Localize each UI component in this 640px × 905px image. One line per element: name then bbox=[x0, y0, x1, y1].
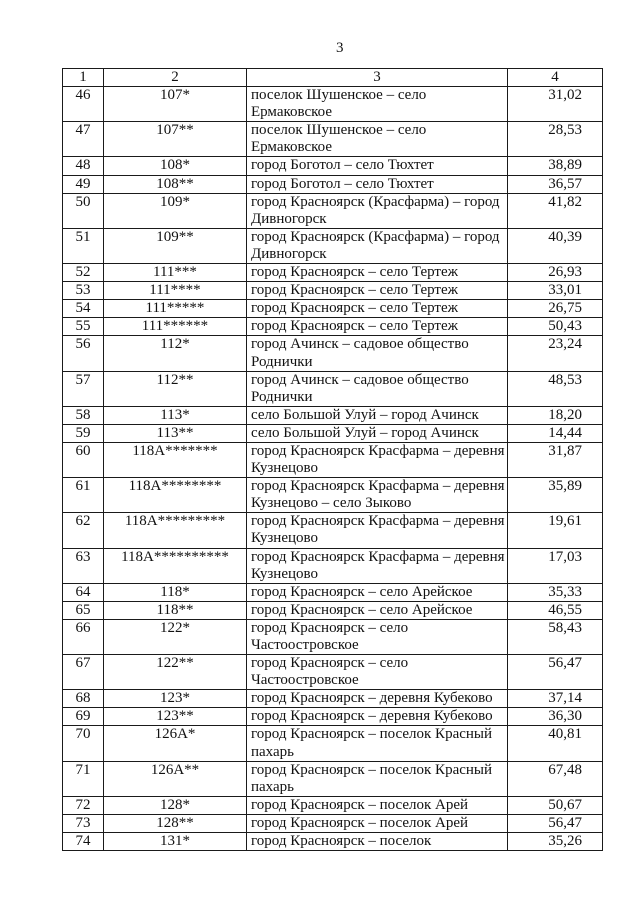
route-name-line: город Красноярск – поселок Арей bbox=[251, 796, 469, 813]
header-cell-1: 1 bbox=[63, 69, 104, 87]
header-cell-4: 4 bbox=[508, 69, 603, 87]
route-name-line: город Ачинск – садовое общество bbox=[251, 371, 469, 388]
route-number-cell: 118А******** bbox=[104, 478, 247, 513]
route-name-line: город Ачинск – садовое общество bbox=[251, 336, 469, 353]
route-name-cell bbox=[247, 708, 508, 726]
route-name-line: пахарь bbox=[251, 743, 294, 760]
table-row bbox=[63, 371, 603, 406]
value-cell: 35,33 bbox=[508, 583, 603, 601]
route-name-line: город Красноярск – деревня Кубеково bbox=[251, 690, 493, 707]
route-number-cell: 109* bbox=[104, 193, 247, 228]
route-name-line: Дивногорск bbox=[251, 245, 327, 262]
route-number-cell: 128** bbox=[104, 814, 247, 832]
table-row bbox=[63, 122, 603, 157]
route-number-cell: 107** bbox=[104, 122, 247, 157]
value-cell: 14,44 bbox=[508, 424, 603, 442]
route-name-line: Частоостровское bbox=[251, 672, 359, 689]
route-number-cell: 111***** bbox=[104, 300, 247, 318]
table-row bbox=[63, 300, 603, 318]
route-name-line: город Красноярск Красфарма – деревня bbox=[251, 513, 505, 530]
route-number-cell: 108** bbox=[104, 175, 247, 193]
value-cell: 18,20 bbox=[508, 406, 603, 424]
value-cell: 36,57 bbox=[508, 175, 603, 193]
route-name-line: Дивногорск bbox=[251, 210, 327, 227]
table-row bbox=[63, 814, 603, 832]
route-name-cell bbox=[247, 228, 508, 263]
value-cell: 56,47 bbox=[508, 655, 603, 690]
row-number-cell: 68 bbox=[63, 690, 104, 708]
page-number: 3 bbox=[336, 40, 344, 56]
value-cell: 17,03 bbox=[508, 548, 603, 583]
route-name-cell bbox=[247, 336, 508, 371]
row-number-cell: 47 bbox=[63, 122, 104, 157]
table-row bbox=[63, 583, 603, 601]
table-row bbox=[63, 87, 603, 122]
table-row bbox=[63, 796, 603, 814]
table-row bbox=[63, 478, 603, 513]
route-number-cell: 111*** bbox=[104, 264, 247, 282]
route-number-cell: 118** bbox=[104, 601, 247, 619]
row-number-cell: 65 bbox=[63, 601, 104, 619]
table-row bbox=[63, 655, 603, 690]
route-name-cell bbox=[247, 513, 508, 548]
route-name-line: город Красноярск – село Тертеж bbox=[251, 264, 458, 281]
table-row bbox=[63, 228, 603, 263]
row-number-cell: 60 bbox=[63, 442, 104, 477]
route-number-cell: 122* bbox=[104, 619, 247, 654]
row-number-cell: 73 bbox=[63, 814, 104, 832]
route-name-cell bbox=[247, 282, 508, 300]
route-name-line: поселок Шушенское – село bbox=[251, 122, 427, 139]
value-cell: 67,48 bbox=[508, 761, 603, 796]
row-number-cell: 51 bbox=[63, 228, 104, 263]
route-name-line: город Красноярск Красфарма – деревня bbox=[251, 442, 505, 459]
route-name-line: Частоостровское bbox=[251, 637, 359, 653]
table-row bbox=[63, 175, 603, 193]
header-cell-2: 2 bbox=[104, 69, 247, 87]
row-number-cell: 55 bbox=[63, 318, 104, 336]
route-name-cell bbox=[247, 87, 508, 122]
route-number-cell: 118А********* bbox=[104, 513, 247, 548]
value-cell: 36,30 bbox=[508, 708, 603, 726]
row-number-cell: 59 bbox=[63, 424, 104, 442]
row-number-cell: 49 bbox=[63, 175, 104, 193]
table-row bbox=[63, 442, 603, 477]
table-row bbox=[63, 708, 603, 726]
row-number-cell: 63 bbox=[63, 548, 104, 583]
row-number-cell: 61 bbox=[63, 478, 104, 513]
route-name-line: Роднички bbox=[251, 353, 313, 370]
route-number-cell: 112** bbox=[104, 371, 247, 406]
route-name-line: Роднички bbox=[251, 388, 313, 405]
value-cell: 41,82 bbox=[508, 193, 603, 228]
value-cell: 40,81 bbox=[508, 726, 603, 761]
row-number-cell: 64 bbox=[63, 583, 104, 601]
route-name-line: город Красноярск – село Арейское bbox=[251, 583, 473, 600]
route-number-cell: 123* bbox=[104, 690, 247, 708]
table-row bbox=[63, 601, 603, 619]
route-name-line: город Красноярск – поселок bbox=[251, 833, 432, 850]
route-name-line: село Большой Улуй – город Ачинск bbox=[251, 406, 479, 423]
route-name-cell bbox=[247, 264, 508, 282]
table-row bbox=[63, 264, 603, 282]
route-name-line: Кузнецово bbox=[251, 530, 318, 547]
table-body bbox=[63, 87, 603, 851]
route-name-line: город Красноярск – село Тертеж bbox=[251, 300, 458, 317]
value-cell: 23,24 bbox=[508, 336, 603, 371]
route-name-line: город Красноярск – поселок Красный bbox=[251, 726, 493, 743]
value-cell: 26,93 bbox=[508, 264, 603, 282]
value-cell: 19,61 bbox=[508, 513, 603, 548]
route-name-line: город Красноярск – поселок Красный bbox=[251, 761, 493, 778]
route-name-line: город Боготол – село Тюхтет bbox=[251, 175, 434, 192]
route-number-cell: 122** bbox=[104, 655, 247, 690]
value-cell: 35,89 bbox=[508, 478, 603, 513]
route-name-cell bbox=[247, 406, 508, 424]
route-number-cell: 109** bbox=[104, 228, 247, 263]
route-name-line: Ермаковское bbox=[251, 104, 333, 121]
row-number-cell: 58 bbox=[63, 406, 104, 424]
route-name-cell bbox=[247, 193, 508, 228]
value-cell: 28,53 bbox=[508, 122, 603, 157]
route-name-line: город Красноярск – деревня Кубеково bbox=[251, 708, 493, 725]
table-row bbox=[63, 157, 603, 175]
route-number-cell: 113** bbox=[104, 424, 247, 442]
table-row bbox=[63, 318, 603, 336]
table-row bbox=[63, 726, 603, 761]
route-name-line: поселок Шушенское – село bbox=[251, 87, 427, 104]
route-name-cell bbox=[247, 833, 508, 851]
route-name-cell bbox=[247, 122, 508, 157]
route-name-cell bbox=[247, 601, 508, 619]
table-row bbox=[63, 336, 603, 371]
route-number-cell: 108* bbox=[104, 157, 247, 175]
route-number-cell: 107* bbox=[104, 87, 247, 122]
table-row bbox=[63, 282, 603, 300]
value-cell: 35,26 bbox=[508, 833, 603, 851]
route-name-line: Ермаковское bbox=[251, 139, 333, 156]
route-name-line: город Боготол – село Тюхтет bbox=[251, 157, 434, 174]
table-row bbox=[63, 833, 603, 851]
table-row bbox=[63, 424, 603, 442]
row-number-cell: 62 bbox=[63, 513, 104, 548]
row-number-cell: 56 bbox=[63, 336, 104, 371]
row-number-cell: 70 bbox=[63, 726, 104, 761]
table-header bbox=[63, 69, 603, 87]
route-name-line: город Красноярск (Красфарма) – город bbox=[251, 193, 500, 210]
value-cell: 40,39 bbox=[508, 228, 603, 263]
route-name-cell bbox=[247, 690, 508, 708]
route-name-line: пахарь bbox=[251, 778, 294, 795]
row-number-cell: 50 bbox=[63, 193, 104, 228]
header-row bbox=[63, 69, 603, 87]
row-number-cell: 53 bbox=[63, 282, 104, 300]
route-number-cell: 118А********** bbox=[104, 548, 247, 583]
route-name-line: город Красноярск – село Тертеж bbox=[251, 282, 458, 299]
routes-table bbox=[62, 68, 603, 851]
route-name-cell bbox=[247, 318, 508, 336]
table-row bbox=[63, 619, 603, 654]
row-number-cell: 54 bbox=[63, 300, 104, 318]
route-number-cell: 118А******* bbox=[104, 442, 247, 477]
table-row bbox=[63, 406, 603, 424]
route-name-cell bbox=[247, 157, 508, 175]
value-cell: 46,55 bbox=[508, 601, 603, 619]
route-number-cell: 126А* bbox=[104, 726, 247, 761]
table-row bbox=[63, 548, 603, 583]
value-cell: 38,89 bbox=[508, 157, 603, 175]
route-name-cell bbox=[247, 478, 508, 513]
route-name-cell bbox=[247, 761, 508, 796]
route-number-cell: 118* bbox=[104, 583, 247, 601]
value-cell: 48,53 bbox=[508, 371, 603, 406]
table-row bbox=[63, 513, 603, 548]
route-name-line: город Красноярск – село bbox=[251, 655, 409, 672]
route-name-cell bbox=[247, 300, 508, 318]
route-name-line: Кузнецово bbox=[251, 460, 318, 477]
route-name-cell bbox=[247, 548, 508, 583]
row-number-cell: 69 bbox=[63, 708, 104, 726]
table-row bbox=[63, 761, 603, 796]
value-cell: 58,43 bbox=[508, 619, 603, 654]
row-number-cell: 72 bbox=[63, 796, 104, 814]
route-number-cell: 112* bbox=[104, 336, 247, 371]
row-number-cell: 57 bbox=[63, 371, 104, 406]
value-cell: 50,43 bbox=[508, 318, 603, 336]
route-name-line: город Красноярск – поселок Арей bbox=[251, 814, 469, 831]
value-cell: 50,67 bbox=[508, 796, 603, 814]
route-name-cell bbox=[247, 796, 508, 814]
row-number-cell: 48 bbox=[63, 157, 104, 175]
route-name-cell bbox=[247, 814, 508, 832]
row-number-cell: 66 bbox=[63, 619, 104, 654]
route-number-cell: 123** bbox=[104, 708, 247, 726]
route-name-line: город Красноярск (Красфарма) – город bbox=[251, 228, 500, 245]
route-name-line: город Красноярск – село bbox=[251, 619, 409, 636]
route-name-cell bbox=[247, 175, 508, 193]
route-name-cell bbox=[247, 726, 508, 761]
route-name-line: город Красноярск Красфарма – деревня bbox=[251, 478, 505, 495]
row-number-cell: 71 bbox=[63, 761, 104, 796]
value-cell: 33,01 bbox=[508, 282, 603, 300]
route-number-cell: 111**** bbox=[104, 282, 247, 300]
value-cell: 31,02 bbox=[508, 87, 603, 122]
route-name-cell bbox=[247, 371, 508, 406]
value-cell: 37,14 bbox=[508, 690, 603, 708]
route-name-cell bbox=[247, 424, 508, 442]
route-name-cell bbox=[247, 619, 508, 654]
table-row bbox=[63, 690, 603, 708]
header-cell-3: 3 bbox=[247, 69, 508, 87]
route-number-cell: 126А** bbox=[104, 761, 247, 796]
route-name-cell bbox=[247, 655, 508, 690]
route-name-line: село Большой Улуй – город Ачинск bbox=[251, 424, 479, 441]
value-cell: 26,75 bbox=[508, 300, 603, 318]
row-number-cell: 67 bbox=[63, 655, 104, 690]
value-cell: 56,47 bbox=[508, 814, 603, 832]
value-cell: 31,87 bbox=[508, 442, 603, 477]
route-name-line: Кузнецово – село Зыково bbox=[251, 495, 412, 512]
route-name-line: город Красноярск – село Тертеж bbox=[251, 318, 458, 335]
row-number-cell: 52 bbox=[63, 264, 104, 282]
route-name-line: Кузнецово bbox=[251, 565, 318, 582]
row-number-cell: 46 bbox=[63, 87, 104, 122]
route-number-cell: 128* bbox=[104, 796, 247, 814]
route-number-cell: 111****** bbox=[104, 318, 247, 336]
route-name-cell bbox=[247, 583, 508, 601]
route-number-cell: 113* bbox=[104, 406, 247, 424]
route-name-line: город Красноярск Красфарма – деревня bbox=[251, 548, 505, 565]
row-number-cell: 74 bbox=[63, 833, 104, 851]
table-row bbox=[63, 193, 603, 228]
route-number-cell: 131* bbox=[104, 833, 247, 851]
route-name-cell bbox=[247, 442, 508, 477]
route-name-line: город Красноярск – село Арейское bbox=[251, 601, 473, 618]
